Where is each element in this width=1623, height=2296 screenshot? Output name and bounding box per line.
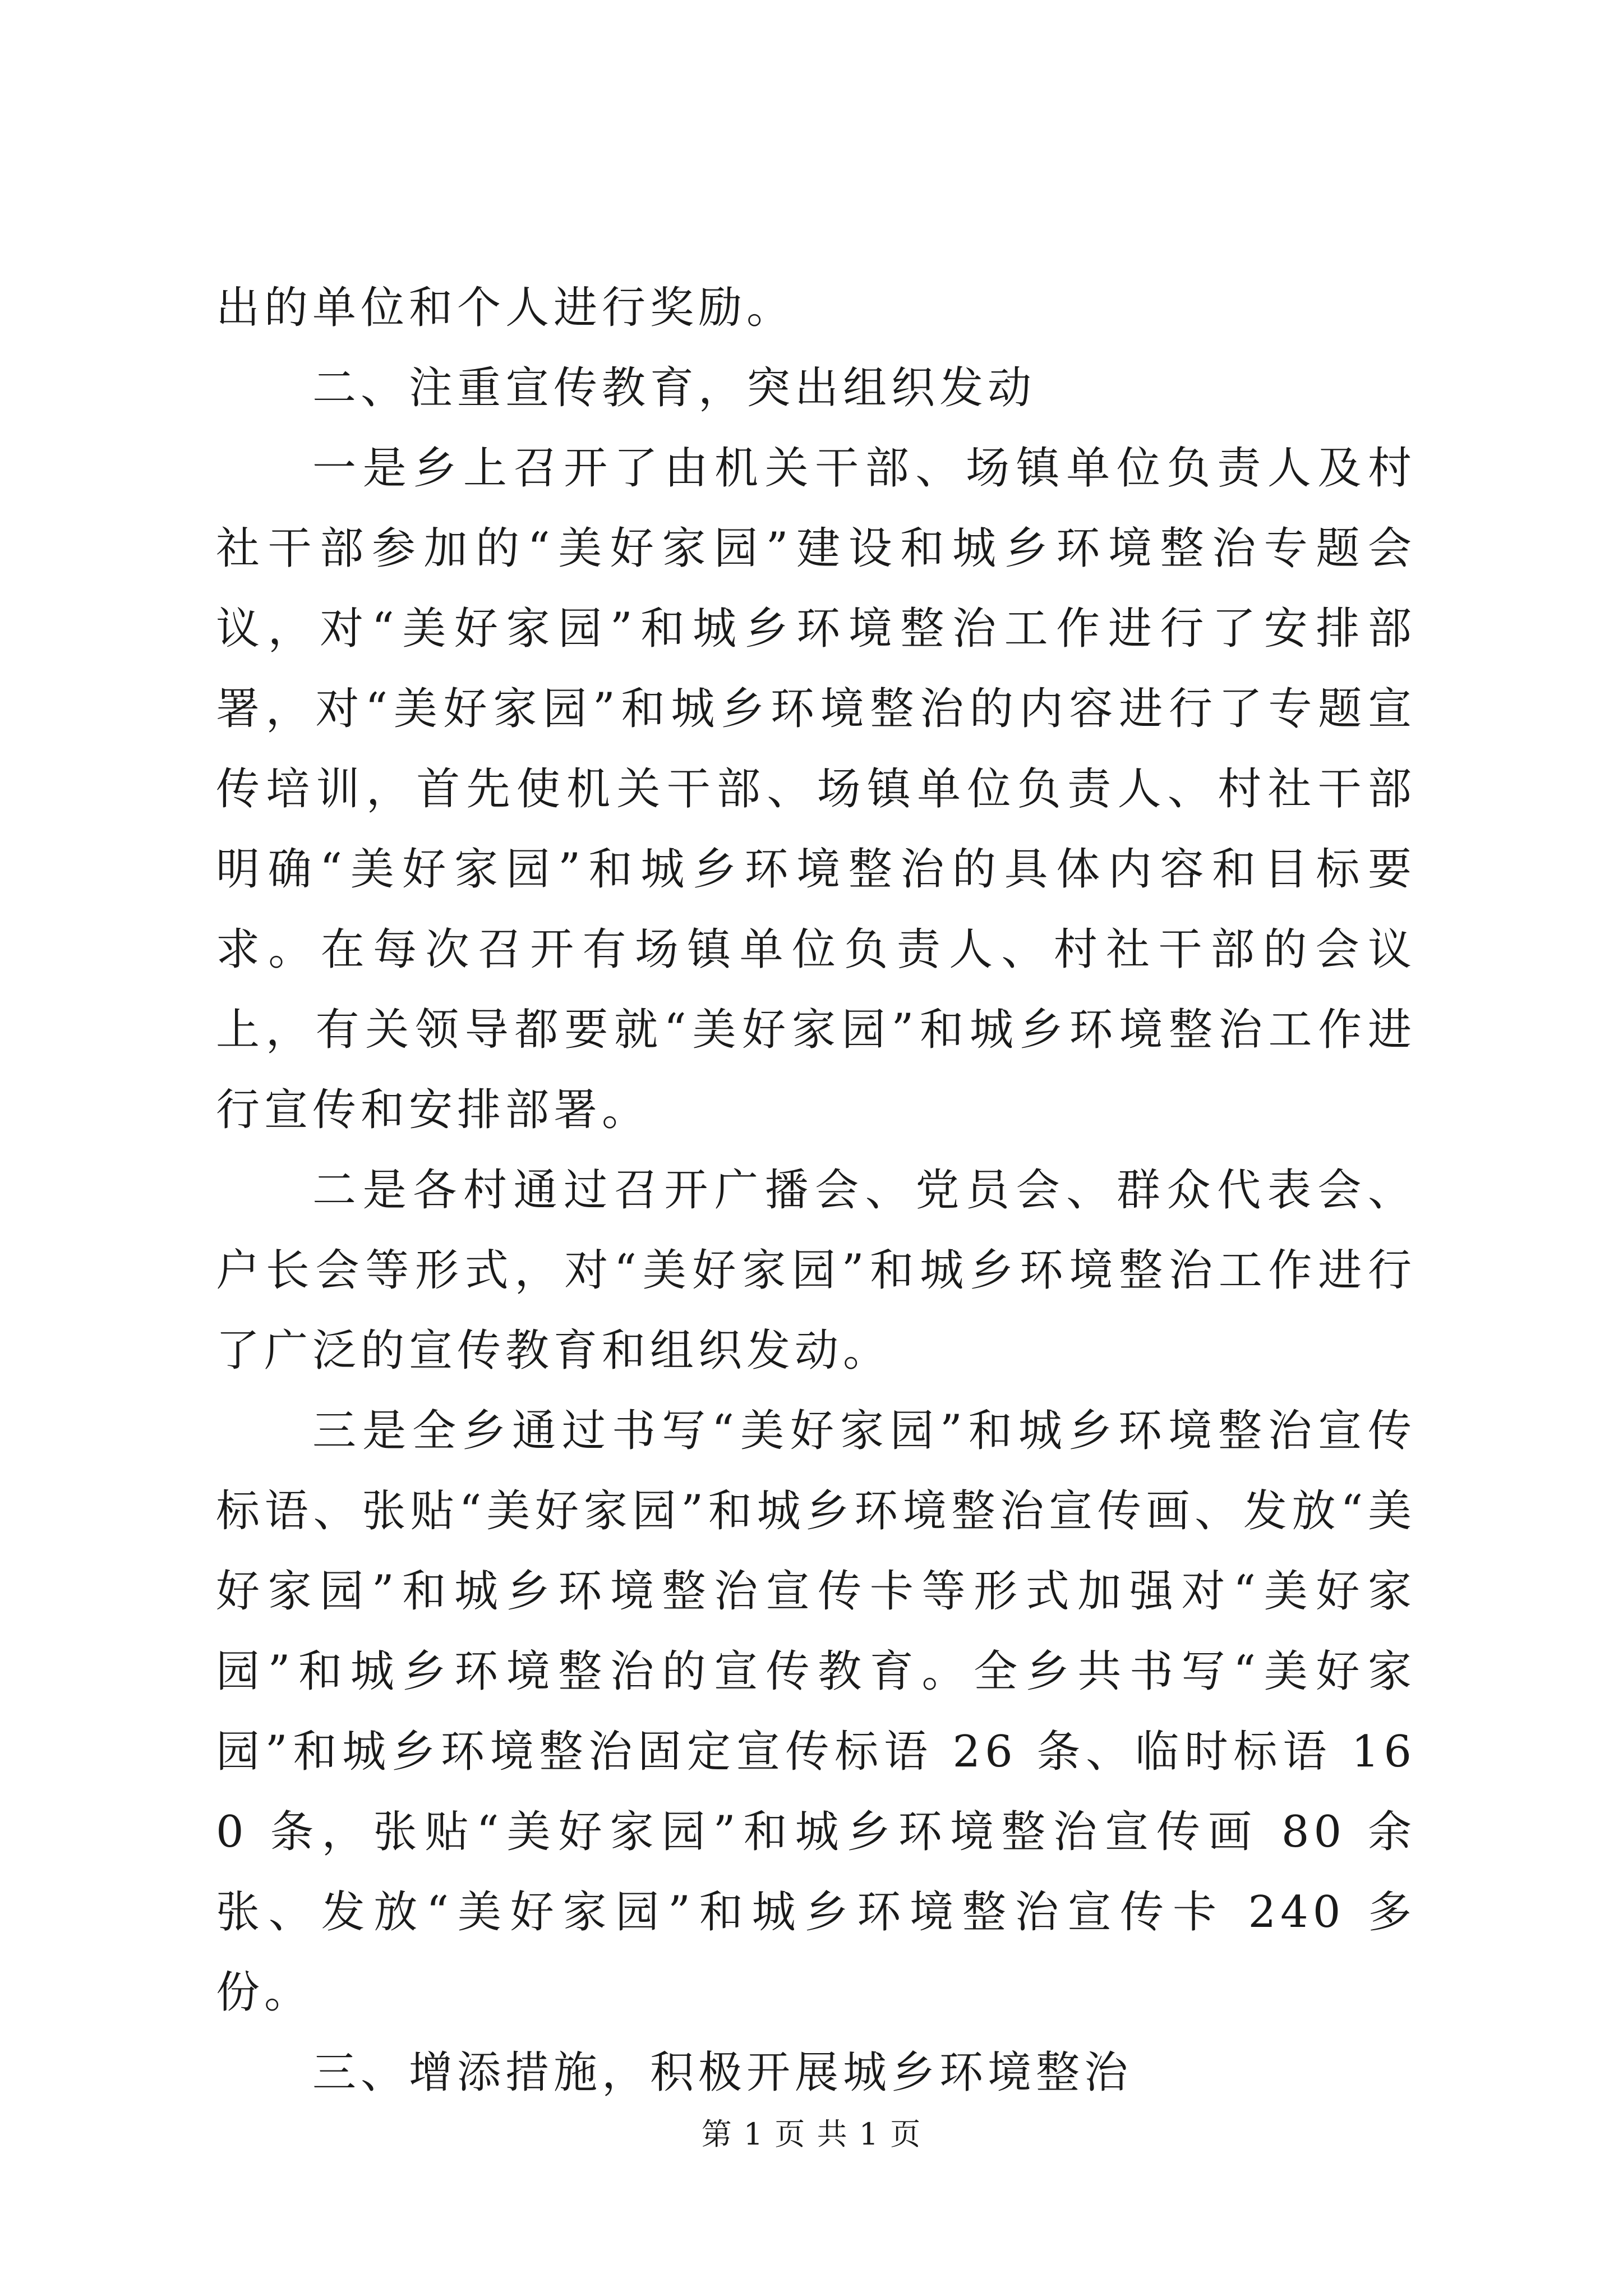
paragraph-item-2: 二是各村通过召开广播会、党员会、群众代表会、户长会等形式，对“美好家园”和城乡环境整治工作进行了广泛的宣传教育和组织发动。 xyxy=(216,1165,1416,1376)
paragraph-item-1: 一是乡上召开了由机关干部、场镇单位负责人及村社干部参加的“美好家园”建设和城乡环境整治专题会议，对“美好家园”和城乡环境整治工作进行了安排部署，对“美好家园”和城乡环境整治的内容进行了专题宣传培训，首先使机关干部、场镇单位负责人、村社干部明确“美好家园”和城乡环境整治的具体内容和目标要求。在每次召开有场镇单位负责人、村社干部的会议上，有关领导都要就“美好家园”和城乡环境整治工作进行宣传和安排部署。 xyxy=(216,443,1416,1135)
paragraph-continuation: 出的单位和个人进行奖励。 xyxy=(216,283,795,333)
document-body xyxy=(216,268,1416,2113)
section-heading-2: 二、注重宣传教育，突出组织发动 xyxy=(312,363,1036,413)
paragraph-item-3: 三是全乡通过书写“美好家园”和城乡环境整治宣传标语、张贴“美好家园”和城乡环境整治宣传画、发放“美好家园”和城乡环境整治宣传卡等形式加强对“美好家园”和城乡环境整治的宣传教育。全乡共书写“美好家园”和城乡环境整治固定宣传标语 26 条、临时标语 160 条，张贴“美好家园”和城乡环境整治宣传画 80 余张、发放“美好家园”和城乡环境整治宣传卡 240 多份。 xyxy=(216,1406,1416,2018)
page-number-footer: 第 1 页 共 1 页 xyxy=(701,2116,922,2152)
section-heading-3: 三、增添措施，积极开展城乡环境整治 xyxy=(312,2047,1133,2098)
